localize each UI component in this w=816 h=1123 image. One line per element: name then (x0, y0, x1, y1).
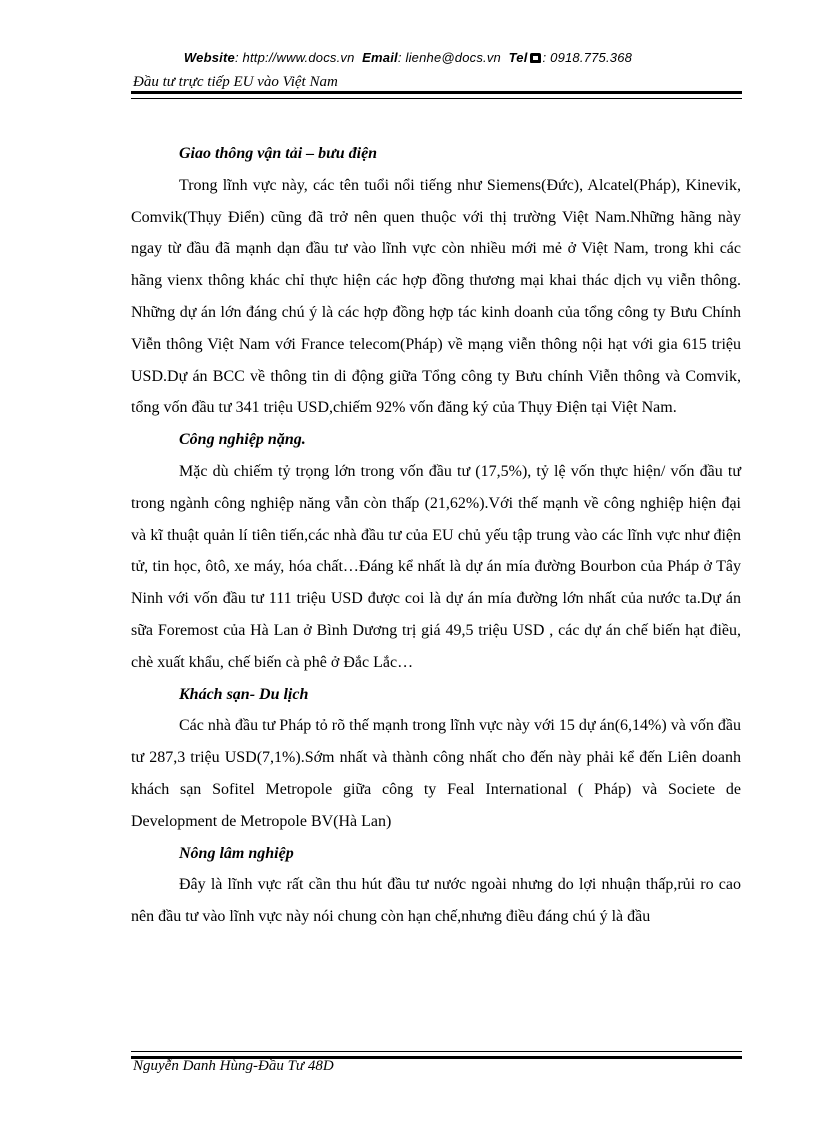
page-body (131, 138, 741, 933)
email-address[interactable]: : lienhe@docs.vn (397, 50, 501, 65)
website-url[interactable]: : http://www.docs.vn (234, 50, 355, 65)
section-paragraph-heavy-industry: Mặc dù chiếm tỷ trọng lớn trong vốn đầu tư (17,5%), tỷ lệ vốn thực hiện/ vốn đầu tư trong ngành công nghiệp năng vẫn còn thấp (21,62%).Với thế mạnh về công nghiệp hiện đại và kĩ thuật quản lí tiên tiến,các nhà đầu tư của EU chủ yếu tập trung vào các lĩnh vực như điện tử, tin học, ôtô, xe máy, hóa chất…Đáng kể nhất là dự án mía đường Bourbon của Pháp ở Tây Ninh với vốn đầu tư 111 triệu USD được coi là dự án mía đường lớn nhất của nước ta.Dự án sữa Foremost của Hà Lan ở Bình Dương trị giá 49,5 triệu USD , các dự án chế biến hạt điều, chè xuất khẩu, chế biến cà phê ở Đắc Lắc… (131, 462, 741, 671)
tel-label: Tel (508, 50, 528, 65)
tel-number: : 0918.775.368 (542, 50, 633, 65)
footer-author: Nguyễn Danh Hùng-Đầu Tư 48D (133, 1058, 334, 1074)
website-label: Website (183, 50, 235, 65)
section-heading-hotel-tourism: Khách sạn- Du lịch (179, 685, 309, 703)
header-rule (131, 91, 742, 99)
phone-icon (530, 53, 541, 63)
section-heading-transport: Giao thông vận tải – bưu điện (179, 145, 378, 162)
email-label: Email (362, 50, 398, 65)
section-paragraph-agriculture: Đây là lĩnh vực rất cần thu hút đầu tư nước ngoài nhưng do lợi nhuận thấp,rủi ro cao nên đầu tư vào lĩnh vực này nói chung còn hạn chế,nhưng điều đáng chú ý là đầu (131, 876, 741, 926)
section-paragraph-hotel-tourism: Các nhà đầu tư Pháp tỏ rõ thế mạnh trong lĩnh vực này với 15 dự án(6,14%) và vốn đầu tư 287,3 triệu USD(7,1%).Sớm nhất và thành công nhất cho đến này phải kể đến Liên doanh khách sạn Sofitel Metropole giữa công ty Feal International ( Pháp) và Societe de Development de Metropole BV(Hà Lan) (131, 717, 741, 830)
section-heading-agriculture: Nông lâm nghiệp (179, 844, 294, 862)
section-paragraph-transport: Trong lĩnh vực này, các tên tuổi nổi tiếng như Siemens(Đức), Alcatel(Pháp), Kinevik, Comvik(Thụy Điển) cũng đã trở nên quen thuộc với thị trường Việt Nam.Những hãng này ngay từ đầu đã mạnh dạn đầu tư vào lĩnh vực còn nhiều mới mẻ ở Việt Nam, trong khi các hãng vienx thông khác chỉ thực hiện các hợp đồng thương mại khai thác dịch vụ viễn thông. Những dự án lớn đáng chú ý là các hợp đồng hợp tác kinh doanh của tổng công ty Bưu Chính Viễn thông Việt Nam với France telecom(Pháp) về mạng viễn thông nội hạt với gia 615 triệu USD.Dự án BCC về thông tin di động giữa Tổng công ty Bưu chính Viễn thông và Comvik, tổng vốn đầu tư 341 triệu USD,chiếm 92% vốn đăng ký của Thụy Điện tại Việt Nam. (131, 176, 741, 417)
document-title: Đầu tư trực tiếp EU vào Việt Nam (133, 74, 338, 90)
section-heading-heavy-industry: Công nghiệp nặng. (179, 431, 306, 449)
website-header (0, 50, 816, 65)
